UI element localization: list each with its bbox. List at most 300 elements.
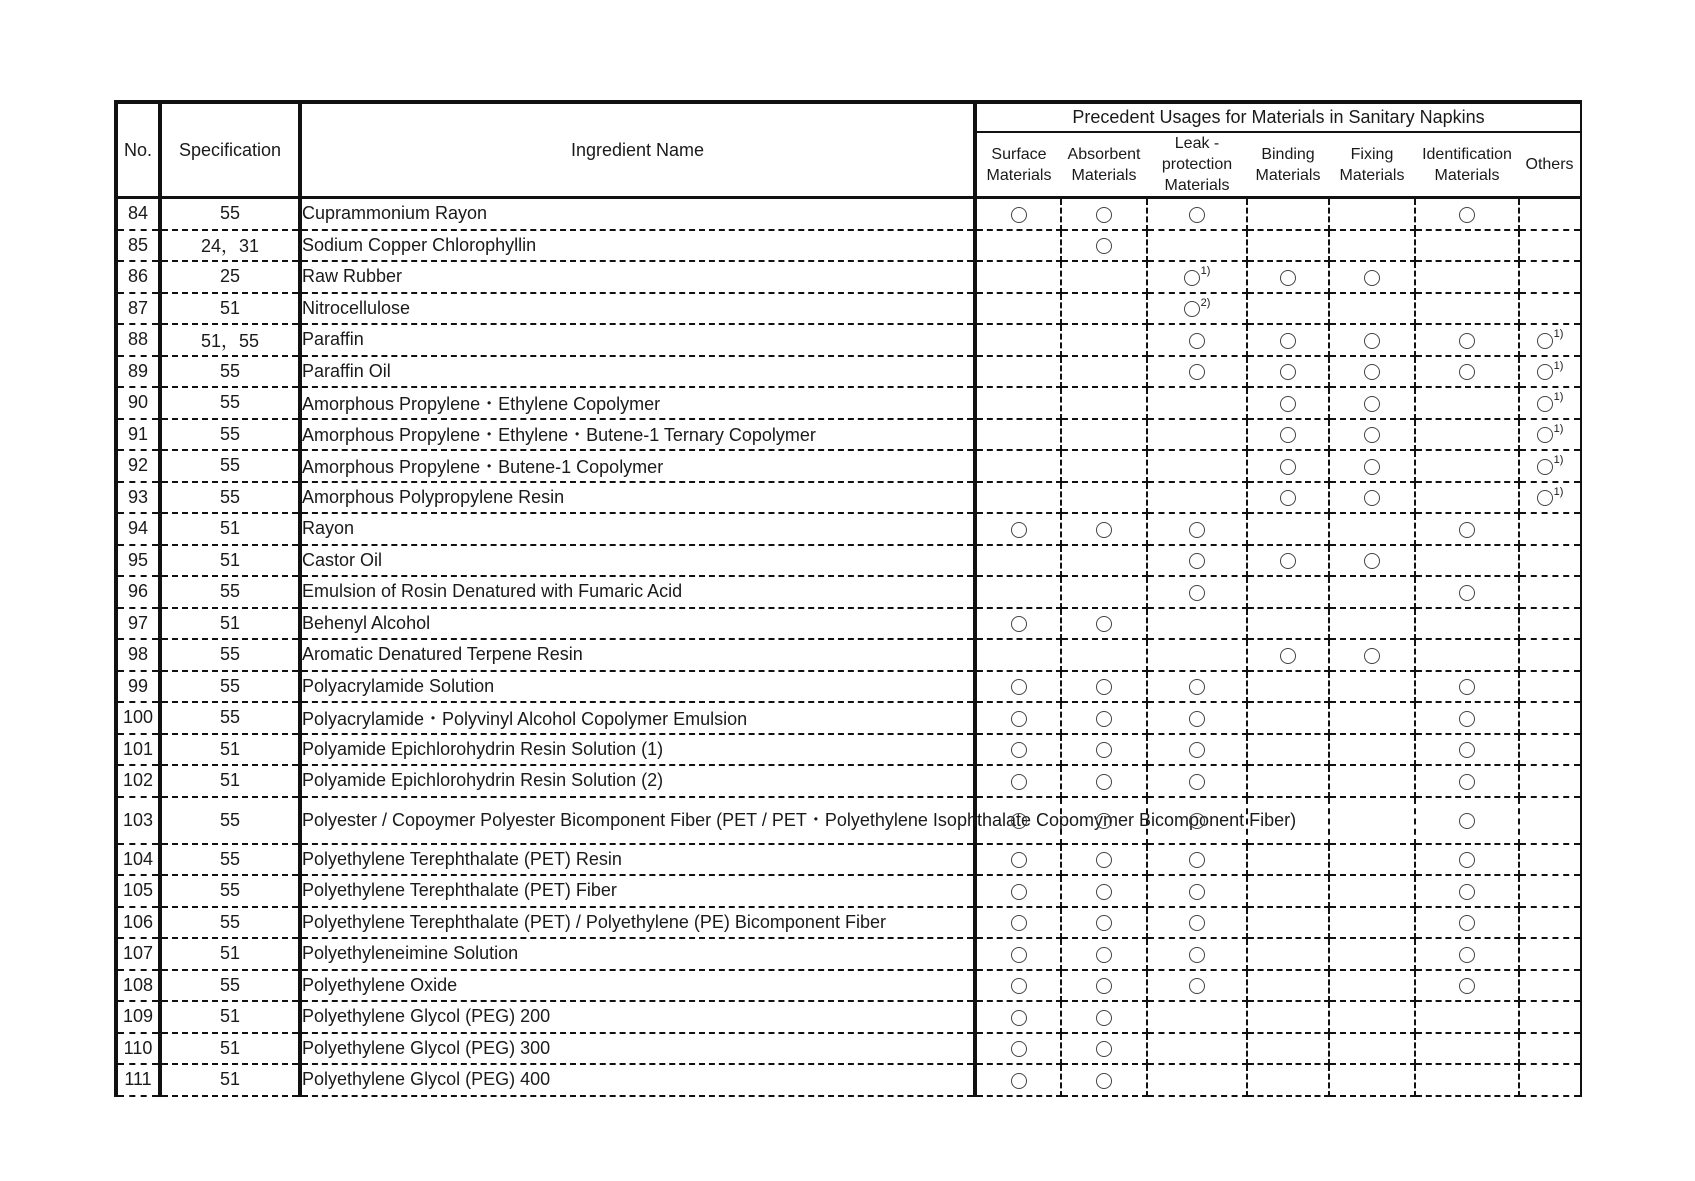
usage-cell-identification <box>1415 198 1519 230</box>
usage-cell-surface <box>975 608 1061 640</box>
row-ingredient-name: Polyethylene Terephthalate (PET) Fiber <box>300 875 975 907</box>
header-identification-materials: Identification Materials <box>1415 132 1519 198</box>
usage-cell-identification <box>1415 419 1519 451</box>
usage-cell-identification <box>1415 293 1519 325</box>
row-specification: 25 <box>160 261 300 293</box>
usage-cell-leak-protection <box>1147 1033 1247 1065</box>
usage-mark-icon <box>1096 774 1112 790</box>
table-row <box>116 576 1581 608</box>
row-number: 101 <box>116 734 160 766</box>
usage-mark-icon <box>1280 364 1296 380</box>
usage-cell-binding <box>1247 1064 1329 1096</box>
usage-cell-binding <box>1247 545 1329 577</box>
usage-mark-icon <box>1096 978 1112 994</box>
row-ingredient-name: Paraffin Oil <box>300 356 975 388</box>
usage-cell-identification <box>1415 513 1519 545</box>
usage-cell-absorbent <box>1061 387 1147 419</box>
row-specification: 55 <box>160 387 300 419</box>
usage-cell-others <box>1519 387 1581 419</box>
usage-cell-absorbent <box>1061 356 1147 388</box>
usage-mark-icon <box>1189 947 1205 963</box>
usage-cell-binding <box>1247 230 1329 262</box>
usage-mark-icon <box>1189 207 1205 223</box>
row-specification: 55 <box>160 450 300 482</box>
usage-mark-icon <box>1096 1010 1112 1026</box>
row-ingredient-name: Polyester / Copoymer Polyester Bicomponent Fiber (PET / PET・Polyethylene Isophthalate Copomymer Bicomponent Fiber) <box>300 797 975 844</box>
row-specification: 55 <box>160 576 300 608</box>
header-leak-protection-materials: Leak - protection Materials <box>1147 132 1247 198</box>
usage-cell-binding <box>1247 875 1329 907</box>
usage-cell-absorbent <box>1061 450 1147 482</box>
usage-mark-icon <box>1537 459 1553 475</box>
usage-cell-absorbent <box>1061 671 1147 703</box>
row-ingredient-name: Polyethylene Terephthalate (PET) / Polyethylene (PE) Bicomponent Fiber <box>300 907 975 939</box>
usage-cell-leak-protection <box>1147 324 1247 356</box>
row-ingredient-name: Amorphous Polypropylene Resin <box>300 482 975 514</box>
usage-cell-identification <box>1415 450 1519 482</box>
usage-cell-binding <box>1247 938 1329 970</box>
usage-cell-surface <box>975 938 1061 970</box>
usage-mark-icon <box>1011 1041 1027 1057</box>
usage-cell-fixing <box>1329 356 1415 388</box>
usage-cell-leak-protection <box>1147 387 1247 419</box>
usage-mark-icon <box>1189 884 1205 900</box>
usage-cell-identification <box>1415 844 1519 876</box>
usage-cell-absorbent <box>1061 608 1147 640</box>
row-number: 92 <box>116 450 160 482</box>
usage-mark-icon <box>1096 711 1112 727</box>
usage-footnote: 1) <box>1553 391 1564 404</box>
table-row <box>116 261 1581 293</box>
usage-cell-others <box>1519 608 1581 640</box>
usage-cell-fixing <box>1329 970 1415 1002</box>
usage-mark-icon <box>1189 774 1205 790</box>
usage-cell-binding <box>1247 734 1329 766</box>
usage-cell-leak-protection <box>1147 875 1247 907</box>
header-absorbent-materials: Absorbent Materials <box>1061 132 1147 198</box>
usage-mark-icon <box>1280 270 1296 286</box>
usage-mark-icon <box>1280 427 1296 443</box>
table-row <box>116 639 1581 671</box>
usage-mark-icon <box>1459 813 1475 829</box>
table-row <box>116 671 1581 703</box>
usage-cell-absorbent <box>1061 1033 1147 1065</box>
row-ingredient-name: Cuprammonium Rayon <box>300 198 975 230</box>
usage-cell-leak-protection <box>1147 765 1247 797</box>
row-specification: 55 <box>160 198 300 230</box>
usage-cell-surface <box>975 513 1061 545</box>
usage-cell-surface <box>975 702 1061 734</box>
usage-mark-icon <box>1364 648 1380 664</box>
table-row <box>116 797 1581 844</box>
row-specification: 55 <box>160 907 300 939</box>
usage-mark-icon <box>1537 333 1553 349</box>
usage-mark-icon <box>1189 585 1205 601</box>
usage-cell-surface <box>975 387 1061 419</box>
usage-mark-icon <box>1011 774 1027 790</box>
usage-mark-icon <box>1096 813 1112 829</box>
usage-cell-fixing <box>1329 198 1415 230</box>
row-specification: 55 <box>160 875 300 907</box>
row-number: 95 <box>116 545 160 577</box>
usage-mark-icon <box>1280 333 1296 349</box>
table-row <box>116 970 1581 1002</box>
row-specification: 55 <box>160 797 300 844</box>
usage-mark-icon <box>1280 553 1296 569</box>
usage-cell-absorbent <box>1061 513 1147 545</box>
usage-cell-leak-protection <box>1147 450 1247 482</box>
usage-footnote: 1) <box>1553 485 1564 498</box>
row-ingredient-name: Polyethylene Glycol (PEG) 400 <box>300 1064 975 1096</box>
usage-mark-icon <box>1459 364 1475 380</box>
usage-cell-identification <box>1415 938 1519 970</box>
table-row <box>116 608 1581 640</box>
usage-cell-leak-protection <box>1147 198 1247 230</box>
usage-cell-fixing <box>1329 293 1415 325</box>
usage-cell-fixing <box>1329 702 1415 734</box>
usage-cell-binding <box>1247 387 1329 419</box>
usage-cell-fixing <box>1329 261 1415 293</box>
usage-mark-icon <box>1011 813 1027 829</box>
usage-mark-icon <box>1459 978 1475 994</box>
usage-cell-identification <box>1415 907 1519 939</box>
usage-cell-leak-protection <box>1147 639 1247 671</box>
usage-mark-icon <box>1189 852 1205 868</box>
row-number: 103 <box>116 797 160 844</box>
usage-cell-binding <box>1247 356 1329 388</box>
usage-cell-binding <box>1247 671 1329 703</box>
usage-cell-others <box>1519 734 1581 766</box>
row-specification: 55 <box>160 639 300 671</box>
usage-cell-surface <box>975 875 1061 907</box>
usage-cell-leak-protection <box>1147 907 1247 939</box>
usage-cell-absorbent <box>1061 1064 1147 1096</box>
usage-cell-binding <box>1247 970 1329 1002</box>
usage-cell-identification <box>1415 324 1519 356</box>
usage-mark-icon <box>1537 490 1553 506</box>
row-specification: 55 <box>160 482 300 514</box>
usage-cell-absorbent <box>1061 576 1147 608</box>
usage-cell-others <box>1519 356 1581 388</box>
row-specification: 51，55 <box>160 324 300 356</box>
usage-cell-surface <box>975 324 1061 356</box>
usage-mark-icon <box>1096 915 1112 931</box>
usage-cell-others <box>1519 875 1581 907</box>
usage-mark-icon <box>1011 852 1027 868</box>
usage-cell-absorbent <box>1061 875 1147 907</box>
usage-mark-icon <box>1364 364 1380 380</box>
usage-mark-icon <box>1459 884 1475 900</box>
usage-mark-icon <box>1189 915 1205 931</box>
usage-mark-icon <box>1459 522 1475 538</box>
usage-mark-icon <box>1189 978 1205 994</box>
usage-cell-binding <box>1247 513 1329 545</box>
usage-cell-absorbent <box>1061 482 1147 514</box>
usage-footnote: 2) <box>1200 296 1211 309</box>
usage-footnote: 1) <box>1553 328 1564 341</box>
usage-mark-icon <box>1537 427 1553 443</box>
usage-cell-absorbent <box>1061 419 1147 451</box>
table-row <box>116 1001 1581 1033</box>
usage-cell-absorbent <box>1061 230 1147 262</box>
table-body <box>116 198 1581 1096</box>
usage-cell-identification <box>1415 875 1519 907</box>
usage-mark-icon <box>1011 522 1027 538</box>
usage-cell-others <box>1519 513 1581 545</box>
usage-mark-icon <box>1364 490 1380 506</box>
usage-cell-fixing <box>1329 734 1415 766</box>
usage-cell-absorbent <box>1061 970 1147 1002</box>
row-ingredient-name: Nitrocellulose <box>300 293 975 325</box>
row-specification: 51 <box>160 545 300 577</box>
usage-cell-others <box>1519 576 1581 608</box>
usage-mark-icon <box>1096 679 1112 695</box>
usage-cell-fixing <box>1329 907 1415 939</box>
usage-cell-identification <box>1415 387 1519 419</box>
table-row <box>116 419 1581 451</box>
row-ingredient-name: Sodium Copper Chlorophyllin <box>300 230 975 262</box>
usage-cell-fixing <box>1329 419 1415 451</box>
usage-cell-identification <box>1415 734 1519 766</box>
usage-cell-binding <box>1247 198 1329 230</box>
usage-cell-fixing <box>1329 1064 1415 1096</box>
row-specification: 55 <box>160 844 300 876</box>
usage-cell-others <box>1519 1064 1581 1096</box>
usage-cell-identification <box>1415 261 1519 293</box>
usage-cell-absorbent <box>1061 545 1147 577</box>
usage-cell-fixing <box>1329 545 1415 577</box>
table-row <box>116 356 1581 388</box>
usage-mark-icon <box>1364 333 1380 349</box>
usage-cell-binding <box>1247 639 1329 671</box>
usage-footnote: 1) <box>1200 265 1211 278</box>
usage-mark-icon <box>1280 396 1296 412</box>
row-ingredient-name: Polyethyleneimine Solution <box>300 938 975 970</box>
row-number: 89 <box>116 356 160 388</box>
row-specification: 51 <box>160 765 300 797</box>
usage-cell-leak-protection <box>1147 576 1247 608</box>
row-number: 91 <box>116 419 160 451</box>
usage-mark-icon <box>1189 364 1205 380</box>
usage-cell-surface <box>975 765 1061 797</box>
usage-cell-binding <box>1247 1001 1329 1033</box>
usage-mark-icon <box>1537 364 1553 380</box>
usage-cell-surface <box>975 450 1061 482</box>
usage-mark-icon <box>1459 947 1475 963</box>
row-ingredient-name: Emulsion of Rosin Denatured with Fumaric Acid <box>300 576 975 608</box>
header-precedent-usages: Precedent Usages for Materials in Sanitary Napkins <box>975 102 1581 132</box>
table-row <box>116 230 1581 262</box>
usage-cell-surface <box>975 293 1061 325</box>
row-number: 97 <box>116 608 160 640</box>
table-row <box>116 482 1581 514</box>
usage-cell-absorbent <box>1061 293 1147 325</box>
usage-cell-surface <box>975 1001 1061 1033</box>
usage-cell-leak-protection <box>1147 230 1247 262</box>
usage-cell-binding <box>1247 261 1329 293</box>
usage-cell-identification <box>1415 230 1519 262</box>
usage-mark-icon <box>1011 915 1027 931</box>
row-number: 108 <box>116 970 160 1002</box>
usage-cell-others <box>1519 970 1581 1002</box>
usage-cell-others <box>1519 482 1581 514</box>
row-specification: 24，31 <box>160 230 300 262</box>
usage-cell-others <box>1519 907 1581 939</box>
usage-mark-icon <box>1011 947 1027 963</box>
usage-cell-fixing <box>1329 1033 1415 1065</box>
row-number: 106 <box>116 907 160 939</box>
usage-cell-absorbent <box>1061 261 1147 293</box>
usage-cell-fixing <box>1329 387 1415 419</box>
usage-mark-icon <box>1096 616 1112 632</box>
usage-cell-fixing <box>1329 875 1415 907</box>
usage-cell-surface <box>975 734 1061 766</box>
table-row <box>116 1033 1581 1065</box>
row-ingredient-name: Polyamide Epichlorohydrin Resin Solution (2) <box>300 765 975 797</box>
usage-cell-leak-protection <box>1147 938 1247 970</box>
usage-cell-fixing <box>1329 639 1415 671</box>
row-number: 88 <box>116 324 160 356</box>
usage-cell-binding <box>1247 450 1329 482</box>
usage-mark-icon <box>1189 522 1205 538</box>
header-others: Others <box>1519 132 1581 198</box>
table-row <box>116 765 1581 797</box>
usage-mark-icon <box>1011 884 1027 900</box>
table-row <box>116 875 1581 907</box>
row-ingredient-name: Paraffin <box>300 324 975 356</box>
usage-mark-icon <box>1189 553 1205 569</box>
row-ingredient-name: Polyethylene Glycol (PEG) 200 <box>300 1001 975 1033</box>
usage-cell-identification <box>1415 1033 1519 1065</box>
usage-mark-icon <box>1364 459 1380 475</box>
usage-mark-icon <box>1280 648 1296 664</box>
usage-cell-absorbent <box>1061 734 1147 766</box>
usage-cell-others <box>1519 844 1581 876</box>
usage-cell-surface <box>975 261 1061 293</box>
usage-mark-icon <box>1189 333 1205 349</box>
usage-mark-icon <box>1459 585 1475 601</box>
usage-cell-absorbent <box>1061 844 1147 876</box>
usage-mark-icon <box>1011 711 1027 727</box>
row-number: 107 <box>116 938 160 970</box>
usage-mark-icon <box>1096 1041 1112 1057</box>
row-number: 98 <box>116 639 160 671</box>
usage-cell-binding <box>1247 576 1329 608</box>
table-row <box>116 702 1581 734</box>
usage-cell-surface <box>975 970 1061 1002</box>
usage-cell-surface <box>975 545 1061 577</box>
usage-cell-identification <box>1415 1001 1519 1033</box>
usage-cell-identification <box>1415 702 1519 734</box>
usage-cell-identification <box>1415 671 1519 703</box>
row-specification: 51 <box>160 1033 300 1065</box>
table-row <box>116 513 1581 545</box>
row-number: 87 <box>116 293 160 325</box>
row-ingredient-name: Polyethylene Oxide <box>300 970 975 1002</box>
row-ingredient-name: Amorphous Propylene・Butene-1 Copolymer <box>300 450 975 482</box>
row-specification: 51 <box>160 734 300 766</box>
usage-cell-identification <box>1415 1064 1519 1096</box>
usage-mark-icon <box>1459 333 1475 349</box>
row-ingredient-name: Rayon <box>300 513 975 545</box>
usage-cell-leak-protection <box>1147 671 1247 703</box>
table-row <box>116 938 1581 970</box>
usage-cell-surface <box>975 671 1061 703</box>
usage-cell-leak-protection <box>1147 702 1247 734</box>
row-specification: 51 <box>160 1001 300 1033</box>
usage-mark-icon <box>1459 742 1475 758</box>
usage-cell-identification <box>1415 482 1519 514</box>
usage-cell-others <box>1519 639 1581 671</box>
header-surface-materials: Surface Materials <box>975 132 1061 198</box>
table-row <box>116 844 1581 876</box>
usage-cell-leak-protection <box>1147 293 1247 325</box>
header-ingredient-name: Ingredient Name <box>300 102 975 198</box>
usage-cell-fixing <box>1329 450 1415 482</box>
usage-cell-fixing <box>1329 1001 1415 1033</box>
usage-mark-icon <box>1459 207 1475 223</box>
table-row <box>116 450 1581 482</box>
row-specification: 55 <box>160 671 300 703</box>
row-ingredient-name: Polyethylene Glycol (PEG) 300 <box>300 1033 975 1065</box>
usage-mark-icon <box>1364 553 1380 569</box>
row-ingredient-name: Polyamide Epichlorohydrin Resin Solution (1) <box>300 734 975 766</box>
usage-cell-binding <box>1247 844 1329 876</box>
usage-cell-surface <box>975 356 1061 388</box>
usage-mark-icon <box>1011 1073 1027 1089</box>
table-row <box>116 293 1581 325</box>
usage-mark-icon <box>1096 742 1112 758</box>
usage-cell-binding <box>1247 765 1329 797</box>
usage-mark-icon <box>1189 813 1205 829</box>
usage-cell-surface <box>975 230 1061 262</box>
usage-cell-identification <box>1415 797 1519 844</box>
usage-cell-leak-protection <box>1147 356 1247 388</box>
usage-cell-leak-protection <box>1147 419 1247 451</box>
table-row <box>116 1064 1581 1096</box>
usage-mark-icon <box>1184 301 1200 317</box>
usage-cell-surface <box>975 1064 1061 1096</box>
usage-cell-fixing <box>1329 324 1415 356</box>
usage-mark-icon <box>1011 1010 1027 1026</box>
usage-cell-binding <box>1247 419 1329 451</box>
usage-cell-identification <box>1415 970 1519 1002</box>
usage-cell-leak-protection <box>1147 482 1247 514</box>
usage-mark-icon <box>1011 679 1027 695</box>
row-specification: 51 <box>160 938 300 970</box>
table-row <box>116 387 1581 419</box>
usage-mark-icon <box>1096 1073 1112 1089</box>
usage-mark-icon <box>1364 396 1380 412</box>
usage-cell-others <box>1519 419 1581 451</box>
usage-mark-icon <box>1459 852 1475 868</box>
usage-cell-surface <box>975 198 1061 230</box>
usage-mark-icon <box>1189 679 1205 695</box>
usage-cell-identification <box>1415 639 1519 671</box>
usage-cell-binding <box>1247 907 1329 939</box>
usage-cell-binding <box>1247 702 1329 734</box>
usage-cell-others <box>1519 1001 1581 1033</box>
usage-cell-leak-protection <box>1147 1064 1247 1096</box>
row-number: 93 <box>116 482 160 514</box>
usage-cell-surface <box>975 419 1061 451</box>
usage-cell-binding <box>1247 1033 1329 1065</box>
usage-cell-leak-protection <box>1147 970 1247 1002</box>
row-number: 102 <box>116 765 160 797</box>
usage-cell-others <box>1519 293 1581 325</box>
usage-cell-fixing <box>1329 938 1415 970</box>
usage-cell-fixing <box>1329 513 1415 545</box>
